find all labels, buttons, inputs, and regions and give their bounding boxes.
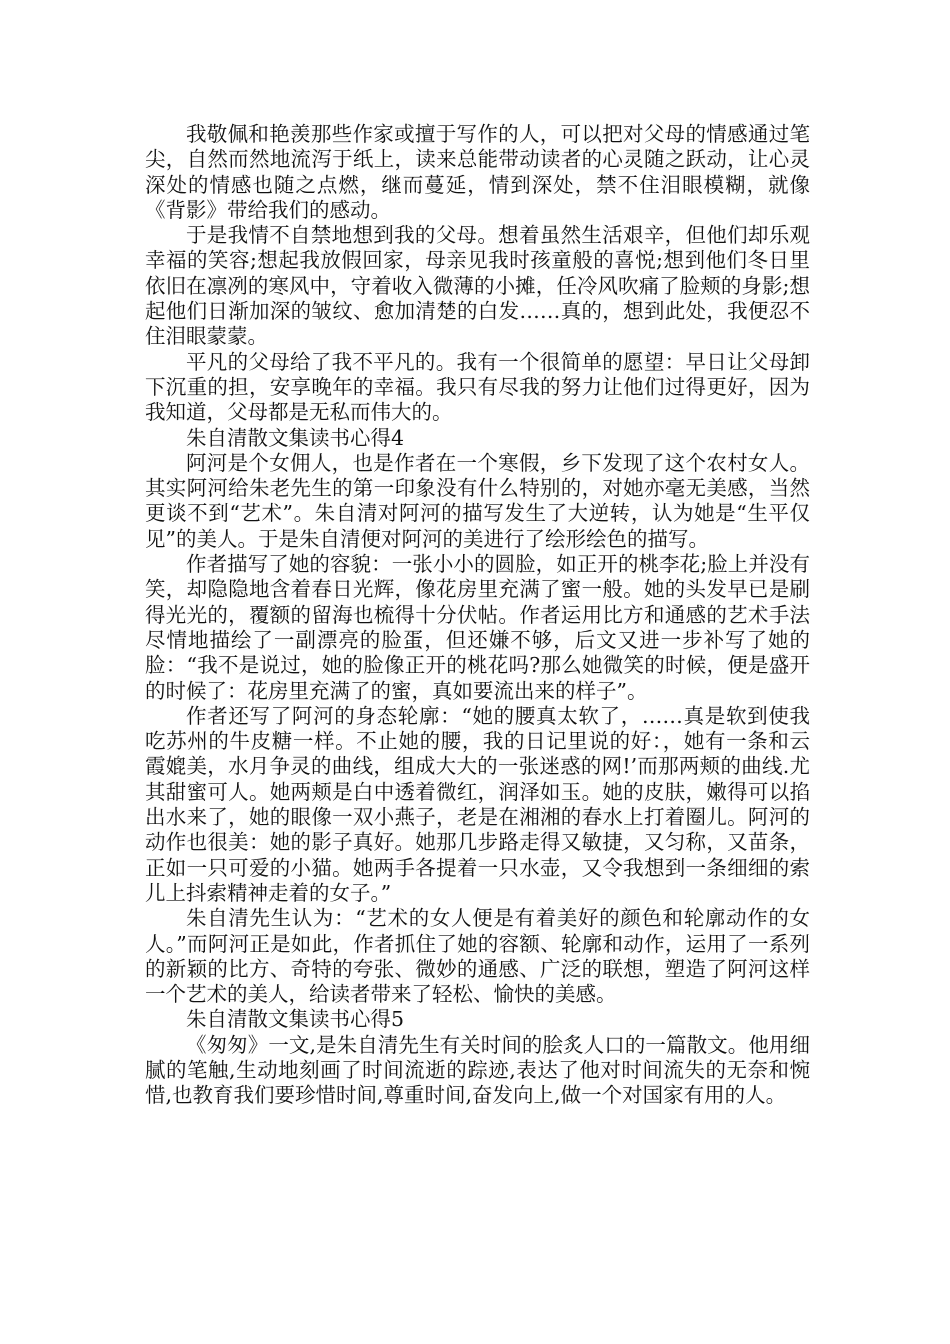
paragraph: 于是我情不自禁地想到我的父母。想着虽然生活艰辛，但他们却乐观幸福的笑容;想起我放假回家，母亲见我时孩童般的喜悦;想到他们冬日里依旧在凛冽的寒风中，守着收入微薄的小摊，任冷风吹痛了脸颊的身影;想起他们日渐加深的皱纹、愈加清楚的白发……真的，想到此处，我便忍不住泪眼蒙蒙。 xyxy=(145,223,810,349)
paragraph: 我敬佩和艳羡那些作家或擅于写作的人，可以把对父母的情感通过笔尖，自然而然地流泻于纸上，读来总能带动读者的心灵随之跃动，让心灵深处的情感也随之点燃，继而蔓延，情到深处，禁不住泪眼模糊，就像《背影》带给我们的感动。 xyxy=(145,122,810,222)
paragraph: 作者描写了她的容貌：一张小小的圆脸，如正开的桃李花;脸上并没有笑，却隐隐地含着春日光辉，像花房里充满了蜜一般。她的头发早已是刷得光光的，覆额的留海也梳得十分伏帖。作者运用比方和通感的艺术手法尽情地描绘了一副漂亮的脸蛋，但还嫌不够，后文又进一步补写了她的脸：“我不是说过，她的脸像正开的桃花吗?那么她微笑的时候，便是盛开的时候了：花房里充满了的蜜，真如要流出来的样子”。 xyxy=(145,552,810,703)
section-heading: 朱自清散文集读书心得5 xyxy=(186,1007,405,1032)
paragraph: 平凡的父母给了我不平凡的。我有一个很简单的愿望：早日让父母卸下沉重的担，安享晚年的幸福。我只有尽我的努力让他们过得更好，因为我知道，父母都是无私而伟大的。 xyxy=(145,349,810,425)
paragraph: 作者还写了阿河的身态轮廓：“她的腰真太软了，……真是软到使我吃苏州的牛皮糖一样。不止她的腰，我的日记里说的好：，她有一条和云霞媲美，水月争灵的曲线，组成大大的一张迷惑的网!’而那两颊的曲线.尤其甜蜜可人。她两颊是白中透着微红，润泽如玉。她的皮肤，嫩得可以掐出水来了，她的眼像一双小燕子，老是在湘湘的春水上打着圈儿。阿河的动作也很美：她的影子真好。她那几步路走得又敏捷，又匀称，又苗条，正如一只可爱的小猫。她两手各提着一只水壶，又令我想到一条细细的索儿上抖索精神走着的女子。” xyxy=(145,703,810,905)
paragraph: 阿河是个女佣人，也是作者在一个寒假，乡下发现了这个农村女人。其实阿河给朱老先生的第一印象没有什么特别的，对她亦毫无美感，当然更谈不到“艺术”。朱自清对阿河的描写发生了大逆转，认为她是“生平仅见”的美人。于是朱自清便对阿河的美进行了绘形绘色的描写。 xyxy=(145,450,810,551)
section-heading: 朱自清散文集读书心得4 xyxy=(186,425,405,450)
document-body xyxy=(145,122,810,1109)
paragraph: 朱自清先生认为：“艺术的女人便是有着美好的颜色和轮廓动作的女人。”而阿河正是如此，作者抓住了她的容额、轮廓和动作，运用了一系列的新颖的比方、奇特的夸张、微妙的通感、广泛的联想，塑造了阿河这样一个艺术的美人，给读者带来了轻松、愉快的美感。 xyxy=(145,906,810,1007)
paragraph: 《匆匆》一文,是朱自清先生有关时间的脍炙人口的一篇散文。他用细腻的笔触,生动地刻画了时间流逝的踪迹,表达了他对时间流失的无奈和惋惜,也教育我们要珍惜时间,尊重时间,奋发向上,做一个对国家有用的人。 xyxy=(145,1032,810,1108)
